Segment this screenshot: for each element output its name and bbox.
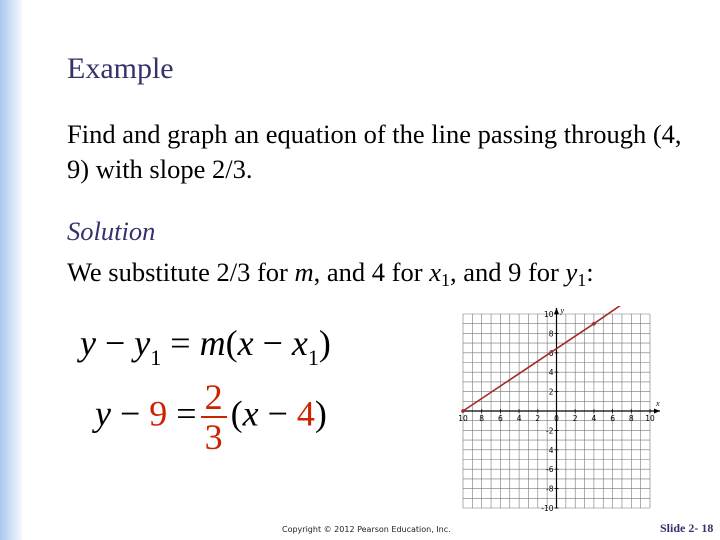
y-tick-label: 2 <box>548 387 554 397</box>
y-axis-label: y <box>560 306 565 315</box>
y-tick-label: -10 <box>541 504 554 513</box>
solution-label: Solution <box>67 216 156 246</box>
x-tick-label: 4 <box>591 414 597 423</box>
x-tick-label: 2 <box>572 414 578 423</box>
solution-text: We substitute 2/3 for m, and 4 for $x_1$, and 9 for $y_1$: <box>67 257 594 290</box>
x-tick-label: 10 <box>645 414 655 423</box>
point-slope-equation: $y - y_1 = m(x - x_1)$ <box>80 323 331 370</box>
substituted-equation: y − 9 = $\frac{2}{3}$ (x − 4) <box>95 377 327 457</box>
y-tick-label: 10 <box>543 310 554 319</box>
y-tick-label: 8 <box>548 329 554 339</box>
line-point <box>592 322 596 326</box>
plotted-line <box>461 306 622 413</box>
slide-title: Example <box>67 52 174 85</box>
x-tick-label: 0 <box>554 414 559 423</box>
y-tick-label: 6 <box>548 348 554 358</box>
line-y-equals-two-thirds-x <box>463 306 622 411</box>
y-tick-label: -2 <box>546 426 554 436</box>
copyright-footer: Copyright © 2012 Pearson Education, Inc. <box>282 525 451 534</box>
x-tick-label: 8 <box>628 414 634 423</box>
slide-number: Slide 2- 18 <box>660 521 714 535</box>
y-tick-label: -8 <box>546 484 554 494</box>
x-tick-label: 4 <box>516 414 522 423</box>
x-axis-arrow <box>654 409 660 414</box>
x-tick-label: 10 <box>458 414 468 423</box>
y-tick-label: 4 <box>548 368 554 378</box>
problem-statement: Find and graph an equation of the line passing through (4, 9) with slope 2/3. <box>67 119 682 184</box>
y-axis-arrow <box>554 308 559 314</box>
line-point <box>461 409 465 413</box>
line-graph <box>453 306 670 518</box>
y-tick-label: -6 <box>546 465 554 475</box>
y-tick-label: 4 <box>548 445 554 455</box>
x-tick-label: 2 <box>535 414 541 423</box>
slope-fraction: $\frac{2}{3}$ <box>201 378 227 456</box>
x-axis-label: x <box>656 399 660 408</box>
left-accent-bar <box>0 0 22 540</box>
x-tick-label: 6 <box>498 414 503 423</box>
axes <box>463 306 660 508</box>
x-tick-label: 8 <box>479 414 485 423</box>
x-tick-label: 6 <box>610 414 615 423</box>
